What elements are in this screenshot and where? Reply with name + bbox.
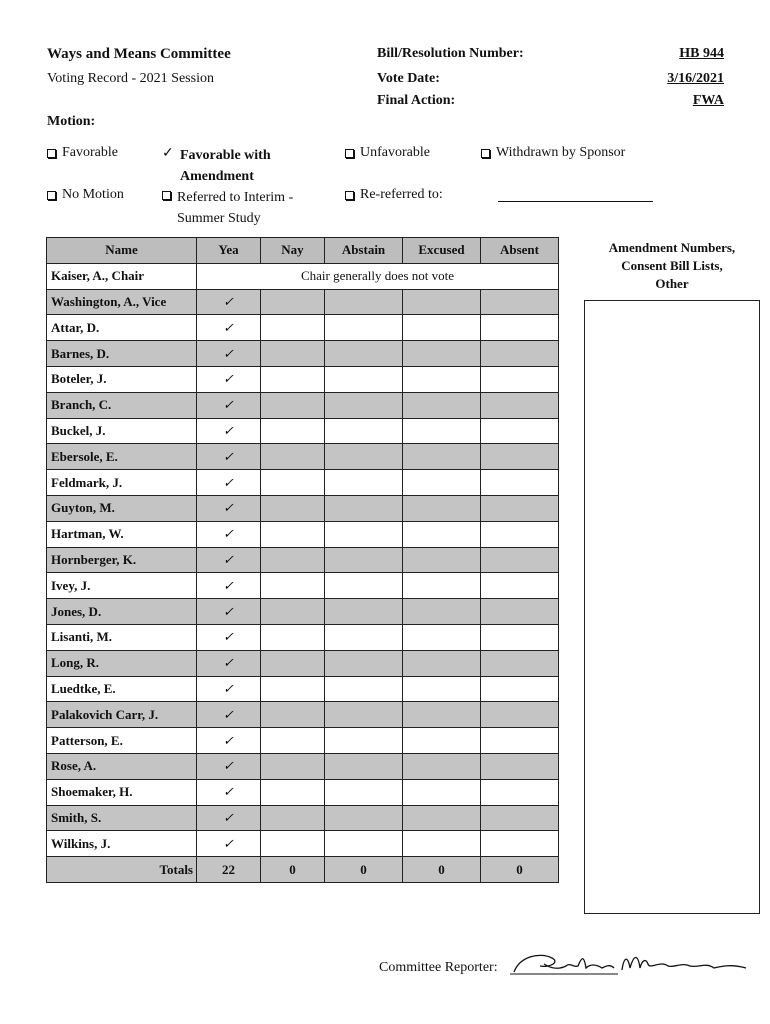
member-row bbox=[47, 624, 559, 650]
column-header: Abstain bbox=[325, 238, 403, 264]
vote-cell-absent[interactable] bbox=[481, 624, 559, 650]
member-row bbox=[47, 470, 559, 496]
vote-cell-abstain[interactable] bbox=[325, 599, 403, 625]
vote-cell-nay[interactable] bbox=[261, 341, 325, 367]
bill-number-label: Bill/Resolution Number: bbox=[377, 46, 524, 61]
vote-cell-absent[interactable] bbox=[481, 676, 559, 702]
vote-cell-abstain[interactable] bbox=[325, 521, 403, 547]
vote-cell-nay[interactable] bbox=[261, 366, 325, 392]
member-name: Branch, C. bbox=[47, 392, 197, 418]
member-row bbox=[47, 831, 559, 857]
column-header: Excused bbox=[403, 238, 481, 264]
vote-cell-absent[interactable] bbox=[481, 495, 559, 521]
yea-check-icon: ✓ bbox=[223, 551, 234, 567]
vote-cell-excused[interactable] bbox=[403, 650, 481, 676]
vote-cell-excused[interactable] bbox=[403, 753, 481, 779]
vote-cell-excused[interactable] bbox=[403, 805, 481, 831]
option-rereferred[interactable] bbox=[345, 187, 443, 203]
column-header: Yea bbox=[197, 238, 261, 264]
option-favorable-amend-label bbox=[180, 145, 271, 187]
vote-cell-abstain[interactable] bbox=[325, 418, 403, 444]
vote-cell-nay[interactable] bbox=[261, 779, 325, 805]
vote-cell-absent[interactable] bbox=[481, 831, 559, 857]
chair-note: Chair generally does not vote bbox=[197, 263, 559, 289]
vote-cell-nay[interactable] bbox=[261, 495, 325, 521]
vote-cell-abstain[interactable] bbox=[325, 650, 403, 676]
yea-check-icon: ✓ bbox=[223, 371, 234, 387]
motion-label: Motion: bbox=[47, 114, 96, 129]
vote-cell-yea[interactable] bbox=[197, 315, 261, 341]
vote-cell-absent[interactable] bbox=[481, 366, 559, 392]
bill-number-value: HB 944 bbox=[679, 46, 724, 61]
yea-check-icon: ✓ bbox=[223, 448, 234, 464]
rereferred-blank-line[interactable] bbox=[498, 201, 653, 202]
option-rereferred-label: Re-referred to: bbox=[360, 187, 443, 202]
vote-cell-excused[interactable] bbox=[403, 831, 481, 857]
vote-cell-nay[interactable] bbox=[261, 470, 325, 496]
vote-cell-yea[interactable] bbox=[197, 418, 261, 444]
member-name: Long, R. bbox=[47, 650, 197, 676]
yea-check-icon: ✓ bbox=[223, 629, 234, 645]
vote-cell-absent[interactable] bbox=[481, 702, 559, 728]
vote-cell-nay[interactable] bbox=[261, 315, 325, 341]
vote-cell-abstain[interactable] bbox=[325, 624, 403, 650]
vote-cell-yea[interactable] bbox=[197, 392, 261, 418]
member-row bbox=[47, 650, 559, 676]
vote-cell-excused[interactable] bbox=[403, 779, 481, 805]
option-unfavorable[interactable] bbox=[345, 145, 430, 161]
vote-cell-nay[interactable] bbox=[261, 831, 325, 857]
yea-check-icon: ✓ bbox=[223, 732, 234, 748]
vote-cell-abstain[interactable] bbox=[325, 470, 403, 496]
member-name: Lisanti, M. bbox=[47, 624, 197, 650]
yea-check-icon: ✓ bbox=[223, 680, 234, 696]
yea-check-icon: ✓ bbox=[223, 500, 234, 516]
vote-cell-absent[interactable] bbox=[481, 289, 559, 315]
member-name: Feldmark, J. bbox=[47, 470, 197, 496]
vote-cell-abstain[interactable] bbox=[325, 702, 403, 728]
vote-cell-yea[interactable] bbox=[197, 366, 261, 392]
vote-cell-excused[interactable] bbox=[403, 547, 481, 573]
vote-cell-excused[interactable] bbox=[403, 470, 481, 496]
option-no-motion[interactable] bbox=[47, 187, 124, 203]
checkbox-icon bbox=[162, 191, 171, 200]
option-referred-line2: Summer Study bbox=[177, 211, 261, 226]
vote-cell-yea[interactable] bbox=[197, 547, 261, 573]
vote-cell-excused[interactable] bbox=[403, 444, 481, 470]
vote-cell-yea[interactable] bbox=[197, 831, 261, 857]
member-name: Boteler, J. bbox=[47, 366, 197, 392]
vote-cell-nay[interactable] bbox=[261, 624, 325, 650]
option-favorable-with-amendment[interactable] bbox=[162, 145, 271, 187]
vote-cell-absent[interactable] bbox=[481, 547, 559, 573]
vote-cell-nay[interactable] bbox=[261, 392, 325, 418]
vote-cell-nay[interactable] bbox=[261, 599, 325, 625]
yea-check-icon: ✓ bbox=[223, 293, 234, 309]
vote-cell-absent[interactable] bbox=[481, 315, 559, 341]
chair-row bbox=[47, 263, 559, 289]
member-row bbox=[47, 702, 559, 728]
option-favorable-amend-line1: Favorable with bbox=[180, 148, 271, 163]
vote-cell-absent[interactable] bbox=[481, 599, 559, 625]
vote-cell-nay[interactable] bbox=[261, 728, 325, 754]
total-value: 22 bbox=[197, 857, 261, 883]
vote-cell-absent[interactable] bbox=[481, 650, 559, 676]
member-name: Guyton, M. bbox=[47, 495, 197, 521]
checkbox-icon bbox=[345, 191, 354, 200]
option-referred-interim[interactable] bbox=[162, 187, 293, 229]
yea-check-icon: ✓ bbox=[223, 474, 234, 490]
vote-cell-excused[interactable] bbox=[403, 728, 481, 754]
vote-cell-abstain[interactable] bbox=[325, 341, 403, 367]
vote-cell-absent[interactable] bbox=[481, 753, 559, 779]
member-name: Ebersole, E. bbox=[47, 444, 197, 470]
member-name: Attar, D. bbox=[47, 315, 197, 341]
option-favorable-label: Favorable bbox=[62, 145, 118, 160]
vote-cell-excused[interactable] bbox=[403, 521, 481, 547]
member-name: Ivey, J. bbox=[47, 573, 197, 599]
member-row bbox=[47, 392, 559, 418]
yea-check-icon: ✓ bbox=[223, 526, 234, 542]
vote-date-label: Vote Date: bbox=[377, 71, 440, 86]
member-name: Patterson, E. bbox=[47, 728, 197, 754]
vote-cell-yea[interactable] bbox=[197, 573, 261, 599]
member-row bbox=[47, 728, 559, 754]
amendments-title-line3: Other bbox=[655, 276, 689, 291]
member-name: Kaiser, A., Chair bbox=[47, 263, 197, 289]
vote-cell-nay[interactable] bbox=[261, 650, 325, 676]
vote-cell-excused[interactable] bbox=[403, 289, 481, 315]
member-name: Shoemaker, H. bbox=[47, 779, 197, 805]
member-name: Barnes, D. bbox=[47, 341, 197, 367]
yea-check-icon: ✓ bbox=[223, 397, 234, 413]
vote-cell-absent[interactable] bbox=[481, 470, 559, 496]
vote-cell-excused[interactable] bbox=[403, 702, 481, 728]
vote-cell-abstain[interactable] bbox=[325, 444, 403, 470]
vote-cell-yea[interactable] bbox=[197, 753, 261, 779]
option-withdrawn-label: Withdrawn by Sponsor bbox=[496, 145, 626, 160]
committee-reporter-label: Committee Reporter: bbox=[379, 960, 498, 975]
total-value: 0 bbox=[481, 857, 559, 883]
column-header: Absent bbox=[481, 238, 559, 264]
checkmark-icon: ✓ bbox=[162, 146, 174, 161]
vote-cell-yea[interactable] bbox=[197, 470, 261, 496]
vote-cell-absent[interactable] bbox=[481, 392, 559, 418]
member-row bbox=[47, 444, 559, 470]
vote-cell-excused[interactable] bbox=[403, 392, 481, 418]
vote-date-value: 3/16/2021 bbox=[667, 71, 724, 86]
member-row bbox=[47, 753, 559, 779]
vote-cell-nay[interactable] bbox=[261, 573, 325, 599]
vote-cell-abstain[interactable] bbox=[325, 573, 403, 599]
vote-cell-yea[interactable] bbox=[197, 599, 261, 625]
vote-cell-absent[interactable] bbox=[481, 805, 559, 831]
option-favorable-amend-line2: Amendment bbox=[180, 169, 254, 184]
signature bbox=[510, 950, 760, 985]
member-name: Wilkins, J. bbox=[47, 831, 197, 857]
vote-cell-nay[interactable] bbox=[261, 753, 325, 779]
amendments-box[interactable] bbox=[584, 300, 760, 914]
signature-drawing bbox=[510, 950, 760, 980]
member-row bbox=[47, 779, 559, 805]
checkbox-icon bbox=[47, 149, 56, 158]
member-name: Hornberger, K. bbox=[47, 547, 197, 573]
option-referred-label bbox=[177, 187, 293, 229]
yea-check-icon: ✓ bbox=[223, 758, 234, 774]
vote-cell-nay[interactable] bbox=[261, 702, 325, 728]
amendments-title-line2: Consent Bill Lists, bbox=[621, 258, 723, 273]
vote-cell-yea[interactable] bbox=[197, 495, 261, 521]
vote-cell-nay[interactable] bbox=[261, 418, 325, 444]
member-row bbox=[47, 676, 559, 702]
member-row bbox=[47, 495, 559, 521]
yea-check-icon: ✓ bbox=[223, 835, 234, 851]
vote-cell-abstain[interactable] bbox=[325, 779, 403, 805]
member-row bbox=[47, 341, 559, 367]
member-row bbox=[47, 418, 559, 444]
vote-cell-excused[interactable] bbox=[403, 599, 481, 625]
vote-cell-yea[interactable] bbox=[197, 444, 261, 470]
vote-cell-nay[interactable] bbox=[261, 676, 325, 702]
vote-cell-yea[interactable] bbox=[197, 650, 261, 676]
option-no-motion-label: No Motion bbox=[62, 187, 124, 202]
option-favorable[interactable] bbox=[47, 145, 118, 161]
vote-cell-excused[interactable] bbox=[403, 676, 481, 702]
vote-cell-yea[interactable] bbox=[197, 779, 261, 805]
final-action-value: FWA bbox=[692, 93, 724, 108]
member-name: Hartman, W. bbox=[47, 521, 197, 547]
member-row bbox=[47, 599, 559, 625]
vote-cell-yea[interactable] bbox=[197, 341, 261, 367]
vote-cell-abstain[interactable] bbox=[325, 366, 403, 392]
vote-cell-abstain[interactable] bbox=[325, 392, 403, 418]
total-value: 0 bbox=[261, 857, 325, 883]
vote-cell-abstain[interactable] bbox=[325, 547, 403, 573]
yea-check-icon: ✓ bbox=[223, 655, 234, 671]
yea-check-icon: ✓ bbox=[223, 319, 234, 335]
vote-cell-nay[interactable] bbox=[261, 547, 325, 573]
amendments-title bbox=[584, 239, 760, 293]
column-header: Name bbox=[47, 238, 197, 264]
vote-cell-absent[interactable] bbox=[481, 444, 559, 470]
vote-cell-abstain[interactable] bbox=[325, 676, 403, 702]
member-row bbox=[47, 315, 559, 341]
vote-cell-excused[interactable] bbox=[403, 573, 481, 599]
vote-cell-yea[interactable] bbox=[197, 624, 261, 650]
vote-cell-abstain[interactable] bbox=[325, 495, 403, 521]
vote-cell-absent[interactable] bbox=[481, 341, 559, 367]
vote-cell-yea[interactable] bbox=[197, 521, 261, 547]
committee-title: Ways and Means Committee bbox=[47, 46, 231, 62]
checkbox-icon bbox=[481, 149, 490, 158]
voting-table bbox=[46, 237, 559, 883]
vote-cell-absent[interactable] bbox=[481, 779, 559, 805]
vote-cell-abstain[interactable] bbox=[325, 753, 403, 779]
member-row bbox=[47, 366, 559, 392]
table-header-row bbox=[47, 238, 559, 264]
member-row bbox=[47, 547, 559, 573]
yea-check-icon: ✓ bbox=[223, 345, 234, 361]
yea-check-icon: ✓ bbox=[223, 603, 234, 619]
member-name: Buckel, J. bbox=[47, 418, 197, 444]
member-name: Washington, A., Vice bbox=[47, 289, 197, 315]
totals-row bbox=[47, 857, 559, 883]
checkbox-icon bbox=[47, 191, 56, 200]
vote-cell-absent[interactable] bbox=[481, 521, 559, 547]
member-name: Palakovich Carr, J. bbox=[47, 702, 197, 728]
yea-check-icon: ✓ bbox=[223, 422, 234, 438]
column-header: Nay bbox=[261, 238, 325, 264]
member-row bbox=[47, 289, 559, 315]
vote-cell-yea[interactable] bbox=[197, 728, 261, 754]
total-value: 0 bbox=[325, 857, 403, 883]
vote-cell-yea[interactable] bbox=[197, 805, 261, 831]
total-value: 0 bbox=[403, 857, 481, 883]
member-name: Smith, S. bbox=[47, 805, 197, 831]
option-referred-line1: Referred to Interim - bbox=[177, 190, 294, 205]
vote-cell-abstain[interactable] bbox=[325, 315, 403, 341]
member-row bbox=[47, 805, 559, 831]
checkbox-icon bbox=[345, 149, 354, 158]
option-withdrawn[interactable] bbox=[481, 145, 625, 161]
vote-cell-abstain[interactable] bbox=[325, 831, 403, 857]
vote-cell-excused[interactable] bbox=[403, 495, 481, 521]
vote-cell-abstain[interactable] bbox=[325, 805, 403, 831]
vote-cell-absent[interactable] bbox=[481, 728, 559, 754]
yea-check-icon: ✓ bbox=[223, 784, 234, 800]
vote-cell-excused[interactable] bbox=[403, 418, 481, 444]
vote-cell-excused[interactable] bbox=[403, 341, 481, 367]
yea-check-icon: ✓ bbox=[223, 706, 234, 722]
member-row bbox=[47, 573, 559, 599]
vote-cell-yea[interactable] bbox=[197, 676, 261, 702]
vote-cell-absent[interactable] bbox=[481, 573, 559, 599]
vote-cell-nay[interactable] bbox=[261, 805, 325, 831]
amendments-title-line1: Amendment Numbers, bbox=[608, 240, 736, 255]
member-name: Rose, A. bbox=[47, 753, 197, 779]
member-row bbox=[47, 521, 559, 547]
final-action-label: Final Action: bbox=[377, 93, 456, 108]
member-name: Luedtke, E. bbox=[47, 676, 197, 702]
vote-cell-excused[interactable] bbox=[403, 315, 481, 341]
vote-cell-excused[interactable] bbox=[403, 624, 481, 650]
totals-label: Totals bbox=[47, 857, 197, 883]
vote-cell-excused[interactable] bbox=[403, 366, 481, 392]
vote-cell-absent[interactable] bbox=[481, 418, 559, 444]
vote-cell-nay[interactable] bbox=[261, 444, 325, 470]
vote-cell-nay[interactable] bbox=[261, 521, 325, 547]
vote-cell-nay[interactable] bbox=[261, 289, 325, 315]
vote-cell-abstain[interactable] bbox=[325, 728, 403, 754]
yea-check-icon: ✓ bbox=[223, 577, 234, 593]
vote-cell-yea[interactable] bbox=[197, 702, 261, 728]
session-subtitle: Voting Record - 2021 Session bbox=[47, 71, 214, 86]
option-unfavorable-label: Unfavorable bbox=[360, 145, 430, 160]
vote-cell-yea[interactable] bbox=[197, 289, 261, 315]
yea-check-icon: ✓ bbox=[223, 809, 234, 825]
member-name: Jones, D. bbox=[47, 599, 197, 625]
vote-cell-abstain[interactable] bbox=[325, 289, 403, 315]
